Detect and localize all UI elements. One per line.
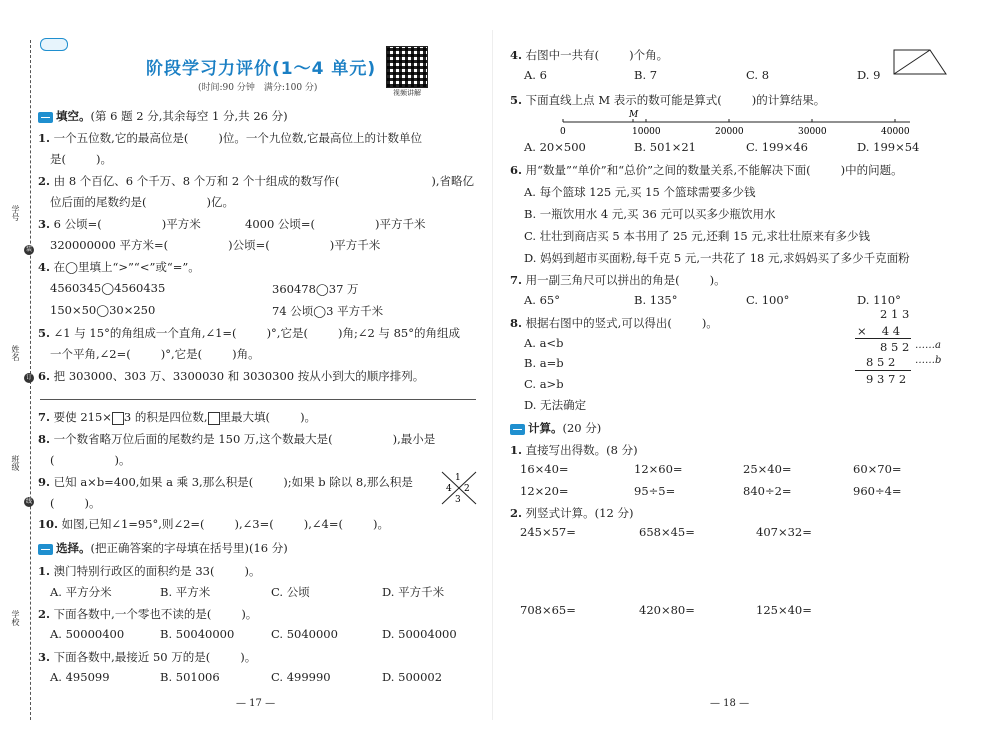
question-7: 7. 要使 215× 3 的积是四位数, 里最大填( )。 [38,410,317,424]
question-6: 6. 把 303000、303 万、3300030 和 3030300 按从小到大的顺序排列。 [38,369,425,383]
tick-label: 30000 [798,127,827,137]
section-icon [38,544,53,555]
tick-label: 10000 [632,127,661,137]
angle-diagram [440,470,478,506]
choice-1: 1. 澳门特别行政区的面积约是 33( )。 [38,564,261,578]
question-9-line1: 9. 已知 a×b=400,如果 a 乘 3,那么积是( );如果 b 除以 8,那么积是 [38,475,413,489]
question-3-line2: 320000000 平方米=( )公顷=( )平方千米 [50,238,381,252]
option-a[interactable]: A. 50000400 [50,627,125,641]
option-b[interactable]: B. 7 [634,68,658,82]
tick-label: 20000 [715,127,744,137]
calc-item: 12×60= [634,462,683,476]
question-1-line1: 1. 一个五位数,它的最高位是( )位。一个九位数,它最高位上的计数单位 [38,131,422,145]
option-d[interactable]: D. 199×54 [857,140,920,154]
option-d[interactable]: D. 500002 [382,670,443,684]
angle-label: 3 [455,495,461,505]
question-9-line2: ( )。 [50,496,101,510]
option-b[interactable]: B. 501×21 [634,140,696,154]
calc-tag: ……a [915,340,941,351]
page-subtitle: (时间:90 分钟 满分:100 分) [198,83,318,93]
option-d[interactable]: D. 50004000 [382,627,457,641]
option-b[interactable]: B. 一瓶饮用水 4 元,买 36 元可以买多少瓶饮用水 [524,207,776,221]
calc-item: 125×40= [756,603,812,617]
option-c[interactable]: C. 壮壮到商店买 5 本书用了 25 元,还剩 15 元,求壮壮原来有多少钱 [524,229,871,243]
calc-row: 2 1 3 [880,307,910,321]
page-number: — 18 — [710,698,750,709]
option-a[interactable]: A. a<b [524,336,564,350]
option-c[interactable]: C. 199×46 [746,140,808,154]
option-a[interactable]: A. 平方分米 [50,585,112,599]
calc-item: 95÷5= [634,484,676,498]
choice-7: 7. 用一副三角尺可以拼出的角是( )。 [510,273,726,287]
angle-label: 4 [446,484,452,494]
choice-8: 8. 根据右图中的竖式,可以得出( )。 [510,316,718,330]
choice-3: 3. 下面各数中,最接近 50 万的是( )。 [38,650,257,664]
option-d[interactable]: D. 9 [857,68,881,82]
calc-row: × 4 4 [857,324,901,338]
point-m-label: M [629,110,639,120]
option-c[interactable]: C. 5040000 [271,627,338,641]
class-label: 班级 [11,455,20,471]
question-5-line1: 5. ∠1 与 15°的角组成一个直角,∠1=( )°,它是( )角;∠2 与 85°的角组成 [38,326,460,340]
page-tag [40,38,68,51]
calc-item: 25×40= [743,462,792,476]
question-4-compare: 360478◯37 万 [272,282,359,296]
calc-item: 12×20= [520,484,569,498]
name-label: 姓名 [11,345,20,361]
option-a[interactable]: A. 6 [524,68,547,82]
section-icon [510,424,525,435]
option-d[interactable]: D. 妈妈到超市买面粉,每千克 5 元,一共花了 18 元,求妈妈买了多少千克面粉 [524,251,910,265]
calc-row: 9 3 7 2 [866,372,907,386]
section-icon [38,112,53,123]
choice-2: 2. 下面各数中,一个零也不读的是( )。 [38,607,258,621]
question-2-line1: 2. 由 8 个百亿、6 个千万、8 个万和 2 个十组成的数写作( ),省略亿 [38,174,475,188]
option-a[interactable]: A. 495099 [50,670,110,684]
option-d[interactable]: D. 无法确定 [524,398,587,412]
calc-item: 407×32= [756,525,812,539]
section-3-header: 计算。(20 分) [510,420,601,436]
option-b[interactable]: B. 平方米 [160,585,211,599]
choice-6: 6. 用“数量”“单价”和“总价”之间的数量关系,不能解决下面( )中的问题。 [510,163,903,177]
question-1-line2: 是( )。 [50,152,112,166]
option-b[interactable]: B. a=b [524,356,564,370]
question-5-line2: 一个平角,∠2=( )°,它是( )角。 [50,347,260,361]
calc-item: 420×80= [639,603,695,617]
school-label: 学校 [11,610,20,626]
question-10: 10. 如图,已知∠1=95°,则∠2=( ),∠3=( ),∠4=( )。 [38,517,389,531]
calc-1-title: 1. 直接写出得数。(8 分) [510,443,638,457]
option-a[interactable]: A. 65° [524,293,560,307]
question-8-line1: 8. 一个数省略万位后面的尾数约是 150 万,这个数最大是( ),最小是 [38,432,436,446]
angle-figure [890,46,950,78]
option-b[interactable]: B. 501006 [160,670,220,684]
question-4-compare: 150×50◯30×250 [50,303,156,317]
option-a[interactable]: A. 20×500 [524,140,586,154]
option-b[interactable]: B. 50040000 [160,627,235,641]
question-3-line1: 3. 6 公顷=( )平方米 [38,217,201,231]
calc-item: 960÷4= [853,484,902,498]
section-title: 填空。 [56,109,91,123]
calc-item: 16×40= [520,462,569,476]
question-4-compare: 74 公顷◯3 平方千米 [272,304,384,318]
calc-item: 60×70= [853,462,902,476]
option-b[interactable]: B. 135° [634,293,678,307]
page-divider [492,30,493,720]
choice-4: 4. 右图中一共有( )个角。 [510,48,669,62]
option-c[interactable]: C. 公顷 [271,585,310,599]
section-1-header [38,108,288,124]
option-c[interactable]: C. a>b [524,377,564,391]
qr-label: 视频讲解 [393,89,421,97]
calc-row: 8 5 2 [880,340,910,354]
option-c[interactable]: C. 8 [746,68,770,82]
option-a[interactable]: A. 每个篮球 125 元,买 15 个篮球需要多少钱 [524,185,756,199]
student-number-label: 学号 [11,205,20,221]
angle-label: 1 [455,473,461,483]
question-4: 4. 在◯里填上“>”“<”或“=”。 [38,260,200,274]
calc-item: 840÷2= [743,484,792,498]
binding-mark: 装 [25,246,32,253]
number-line [555,108,920,138]
choice-5: 5. 下面直线上点 M 表示的数可能是算式( )的计算结果。 [510,93,826,107]
qr-code[interactable] [386,46,428,88]
calc-2-title: 2. 列竖式计算。(12 分) [510,506,634,520]
calc-item: 658×45= [639,525,695,539]
section-2-header: 选择。(把正确答案的字母填在括号里)(16 分) [38,540,288,556]
calc-row: 8 5 2 [866,355,896,369]
binding-mark: 订 [25,374,32,381]
tick-label: 40000 [881,127,910,137]
calc-item: 245×57= [520,525,576,539]
option-d[interactable]: D. 平方千米 [382,585,445,599]
question-2-line2: 位后面的尾数约是( )亿。 [50,195,234,209]
option-c[interactable]: C. 100° [746,293,790,307]
answer-line[interactable] [40,399,476,400]
calc-item: 708×65= [520,603,576,617]
page-number: — 17 — [236,698,276,709]
binding-mark: 线 [25,498,32,505]
option-c[interactable]: C. 499990 [271,670,331,684]
section-note: (第 6 题 2 分,其余每空 1 分,共 26 分) [90,109,288,123]
option-d[interactable]: D. 110° [857,293,901,307]
question-3-line1b: 4000 公顷=( )平方千米 [245,217,426,231]
tick-label: 0 [560,127,566,137]
angle-label: 2 [464,484,470,494]
question-8-line2: ( )。 [50,453,131,467]
page-title: 阶段学习力评价(1～4 单元) [146,59,377,79]
question-4-compare: 4560345◯4560435 [50,281,166,295]
calc-tag: ……b [915,355,942,366]
